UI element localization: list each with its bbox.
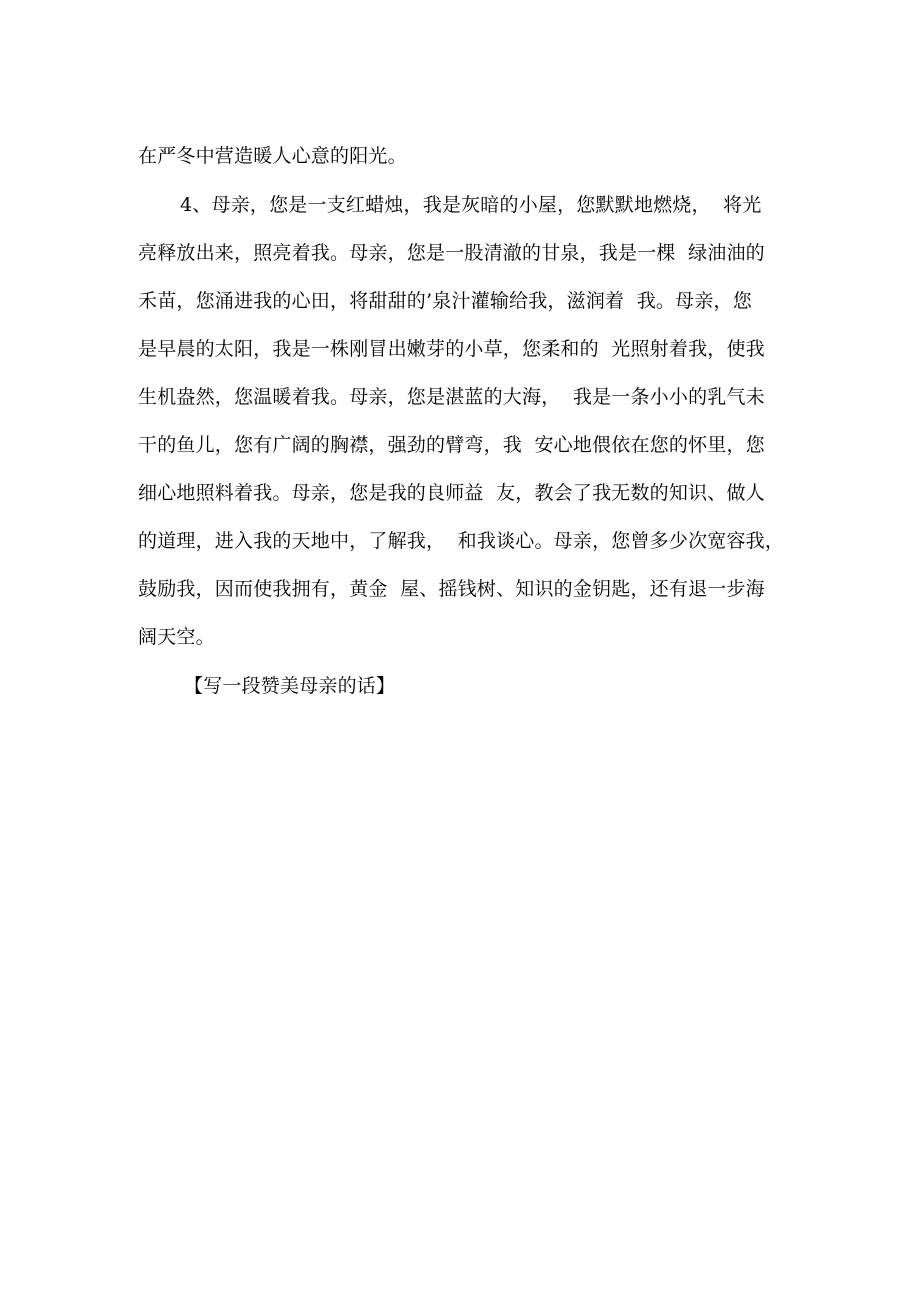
paragraph-line: 亮释放出来，照亮着我。母亲，您是一股清澈的甘泉，我是一棵 绿油油的 bbox=[138, 242, 765, 264]
paragraph-line: 4、母亲，您是一支红蜡烛，我是灰暗的小屋，您默默地燃烧， 将光 bbox=[180, 194, 762, 216]
paragraph-line: 禾苗，您涌进我的心田，将甜甜的’泉汁灌输给我，滋润着 我。母亲，您 bbox=[138, 290, 752, 312]
paragraph-line: 的道理，进入我的天地中，了解我， 和我谈心。母亲，您曾多少次宽容我， bbox=[138, 530, 785, 552]
paragraph-line: 阔天空。 bbox=[138, 626, 215, 648]
paragraph-line: 生机盎然，您温暖着我。母亲，您是湛蓝的大海， 我是一条小小的乳气未 bbox=[138, 386, 765, 408]
paragraph-line: 是早晨的太阳，我是一株刚冒出嫩芽的小草，您柔和的 光照射着我，使我 bbox=[138, 338, 765, 360]
paragraph-line: 鼓励我，因而使我拥有，黄金 屋、摇钱树、知识的金钥匙，还有退一步海 bbox=[138, 578, 765, 600]
section-heading: 【写一段赞美母亲的话】 bbox=[184, 675, 396, 697]
paragraph-line: 在严冬中营造暖人心意的阳光。 bbox=[138, 145, 407, 167]
paragraph-line: 细心地照料着我。母亲，您是我的良师益 友，教会了我无数的知识、做人 bbox=[138, 482, 765, 504]
paragraph-line: 干的鱼儿，您有广阔的胸襟，强劲的臂弯，我 安心地偎依在您的怀里，您 bbox=[138, 434, 765, 456]
